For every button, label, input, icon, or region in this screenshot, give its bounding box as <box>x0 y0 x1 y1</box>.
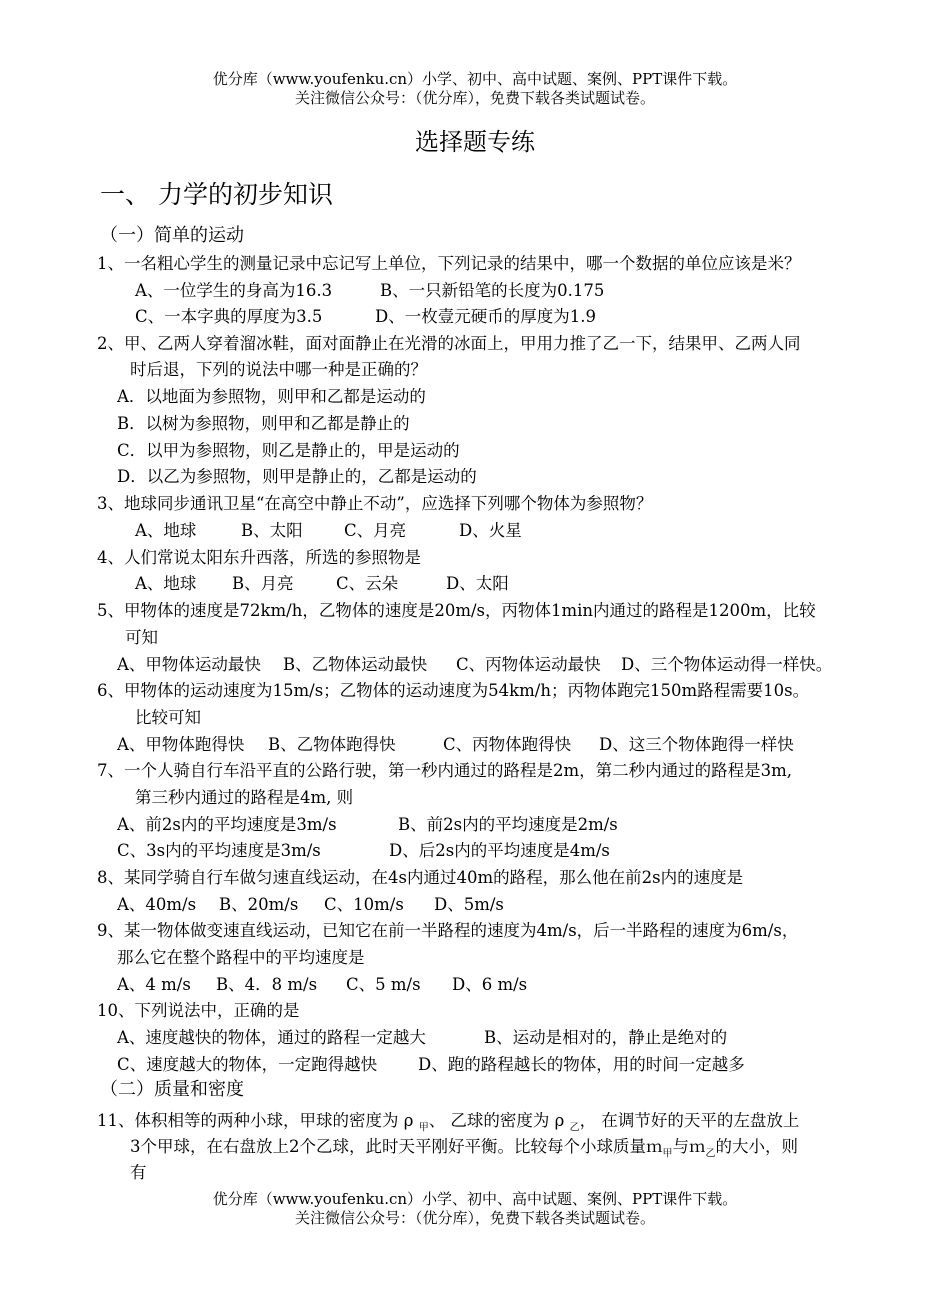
header-line-1: 优分库（www.youfenku.cn）小学、初中、高中试题、案例、PPT课件下载。 <box>212 70 738 88</box>
question-9-stem-cont: 那么它在整个路程中的平均速度是 <box>117 948 365 967</box>
question-5-option-b: B、乙物体运动最快 <box>283 655 428 674</box>
question-4-option-b: B、月亮 <box>232 574 294 593</box>
q11-text-5: 与ｍ <box>672 1137 706 1156</box>
question-1-option-d: D、一枚壹元硬币的厚度为1.9 <box>375 307 596 326</box>
question-9-option-a: A、4 m/s <box>117 975 191 994</box>
question-9-option-d: D、6 m/s <box>452 975 528 994</box>
question-10-option-c: C、速度越大的物体，一定跑得越快 <box>117 1055 378 1074</box>
q11-sub-jia-2: 甲 <box>662 1148 673 1160</box>
question-6-option-d: D、这三个物体跑得一样快 <box>599 735 794 754</box>
question-2-option-a: A．以地面为参照物，则甲和乙都是运动的 <box>117 387 426 406</box>
question-8-option-a: A、40m/s <box>117 895 197 914</box>
question-2-stem: 2、甲、乙两人穿着溜冰鞋，面对面静止在光滑的冰面上，甲用力推了乙一下，结果甲、乙两人同 <box>97 334 801 353</box>
question-3-option-b: B、太阳 <box>241 521 303 540</box>
question-6-option-a: A、甲物体跑得快 <box>117 735 245 754</box>
question-3-option-a: A、地球 <box>135 521 197 540</box>
question-5-stem: 5、甲物体的速度是72km/h，乙物体的速度是20m/s，丙物体1min内通过的路程是1200m，比较 <box>97 601 816 620</box>
question-8-option-d: D、5m/s <box>434 895 504 914</box>
subsection-heading-2: （二）质量和密度 <box>100 1079 244 1100</box>
question-1-stem: 1、一名粗心学生的测量记录中忘记写上单位，下列记录的结果中，哪一个数据的单位应该是米？ <box>97 254 801 273</box>
q11-sub-yi: 乙 <box>569 1122 580 1134</box>
question-10-option-d: D、跑的路程越长的物体，用的时间一定越多 <box>418 1055 745 1074</box>
question-6-stem: 6、甲物体的运动速度为15m/s；乙物体的运动速度为54km/h；丙物体跑完150m路程需要10s。 <box>97 681 810 700</box>
question-8-stem: 8、某同学骑自行车做匀速直线运动，在4s内通过40m的路程，那么他在前2s内的速度是 <box>97 868 744 887</box>
question-7-option-d: D、后2s内的平均速度是4m/s <box>389 841 610 860</box>
question-6-option-c: C、丙物体跑得快 <box>443 735 572 754</box>
question-11-stem <box>97 1110 799 1139</box>
question-3-stem: 3、地球同步通讯卫星“在高空中静止不动”，应选择下列哪个物体为参照物？ <box>97 494 653 513</box>
question-7-option-a: A、前2s内的平均速度是3m/s <box>117 815 337 834</box>
question-1-option-b: B、一只新铅笔的长度为0.175 <box>380 281 605 300</box>
question-2-stem-cont: 时后退，下列的说法中哪一种是正确的？ <box>130 360 427 379</box>
section-heading: 一、 力学的初步知识 <box>100 180 333 209</box>
question-10-option-b: B、运动是相对的，静止是绝对的 <box>484 1028 728 1047</box>
question-5-option-d: D、三个物体运动得一样快。 <box>621 655 833 674</box>
subsection-heading: （一）简单的运动 <box>100 225 244 246</box>
question-2-option-c: C．以甲为参照物，则乙是静止的，甲是运动的 <box>117 441 460 460</box>
q11-text-1: 11、体积相等的两种小球，甲球的密度为 ρ <box>97 1111 419 1130</box>
question-11-stem-end: 有 <box>130 1163 147 1182</box>
question-1-option-a: A、一位学生的身高为16.3 <box>135 281 333 300</box>
question-7-stem-cont: 第三秒内通过的路程是4m, 则 <box>135 788 354 807</box>
header-line-2: 关注微信公众号：（优分库），免费下载各类试题试卷。 <box>294 89 655 107</box>
question-11-stem-cont <box>130 1136 798 1165</box>
question-3-option-c: C、月亮 <box>344 521 407 540</box>
question-4-option-c: C、云朵 <box>336 574 399 593</box>
q11-sub-jia: 甲 <box>418 1122 429 1134</box>
q11-text-2: 、 乙球的密度为 ρ <box>428 1111 570 1130</box>
page-footer <box>0 1190 950 1228</box>
q11-text-6: 的大小，则 <box>715 1137 798 1156</box>
page-title: 选择题专练 <box>415 128 535 156</box>
question-8-option-c: C、10m/s <box>324 895 404 914</box>
question-10-option-a: A、速度越快的物体，通过的路程一定越大 <box>117 1028 426 1047</box>
question-7-option-b: B、前2s内的平均速度是2m/s <box>398 815 618 834</box>
question-1-option-c: C、一本字典的厚度为3.5 <box>135 307 323 326</box>
question-5-option-c: C、丙物体运动最快 <box>456 655 601 674</box>
question-5-stem-cont: 可知 <box>125 628 158 647</box>
q11-text-3: ， 在调节好的天平的左盘放上 <box>579 1111 800 1130</box>
question-4-stem: 4、人们常说太阳东升西落，所选的参照物是 <box>97 548 421 567</box>
page-header <box>0 70 950 108</box>
question-9-stem: 9、某一物体做变速直线运动，已知它在前一半路程的速度为4m/s，后一半路程的速度为6m/s， <box>97 921 799 940</box>
footer-line-1: 优分库（www.youfenku.cn）小学、初中、高中试题、案例、PPT课件下载。 <box>212 1190 738 1208</box>
question-2-option-b: B．以树为参照物，则甲和乙都是静止的 <box>117 414 410 433</box>
question-7-option-c: C、3s内的平均速度是3m/s <box>117 841 321 860</box>
question-8-option-b: B、20m/s <box>219 895 299 914</box>
question-5-option-a: A、甲物体运动最快 <box>117 655 261 674</box>
question-7-stem: 7、一个人骑自行车沿平直的公路行驶，第一秒内通过的路程是2m，第二秒内通过的路程是3m, <box>97 761 793 780</box>
question-6-stem-cont: 比较可知 <box>135 708 201 727</box>
question-10-stem: 10、下列说法中，正确的是 <box>97 1001 300 1020</box>
question-4-option-d: D、太阳 <box>446 574 509 593</box>
question-4-option-a: A、地球 <box>135 574 197 593</box>
question-6-option-b: B、乙物体跑得快 <box>268 735 396 754</box>
question-9-option-b: B、4．8 m/s <box>216 975 318 994</box>
question-3-option-d: D、火星 <box>459 521 522 540</box>
question-2-option-d: D．以乙为参照物，则甲是静止的，乙都是运动的 <box>117 467 477 486</box>
question-9-option-c: C、5 m/s <box>346 975 421 994</box>
q11-sub-yi-2: 乙 <box>705 1148 716 1160</box>
footer-line-2: 关注微信公众号：（优分库），免费下载各类试题试卷。 <box>294 1209 655 1227</box>
q11-text-4: 3个甲球，在右盘放上2个乙球，此时天平刚好平衡。比较每个小球质量ｍ <box>130 1137 663 1156</box>
